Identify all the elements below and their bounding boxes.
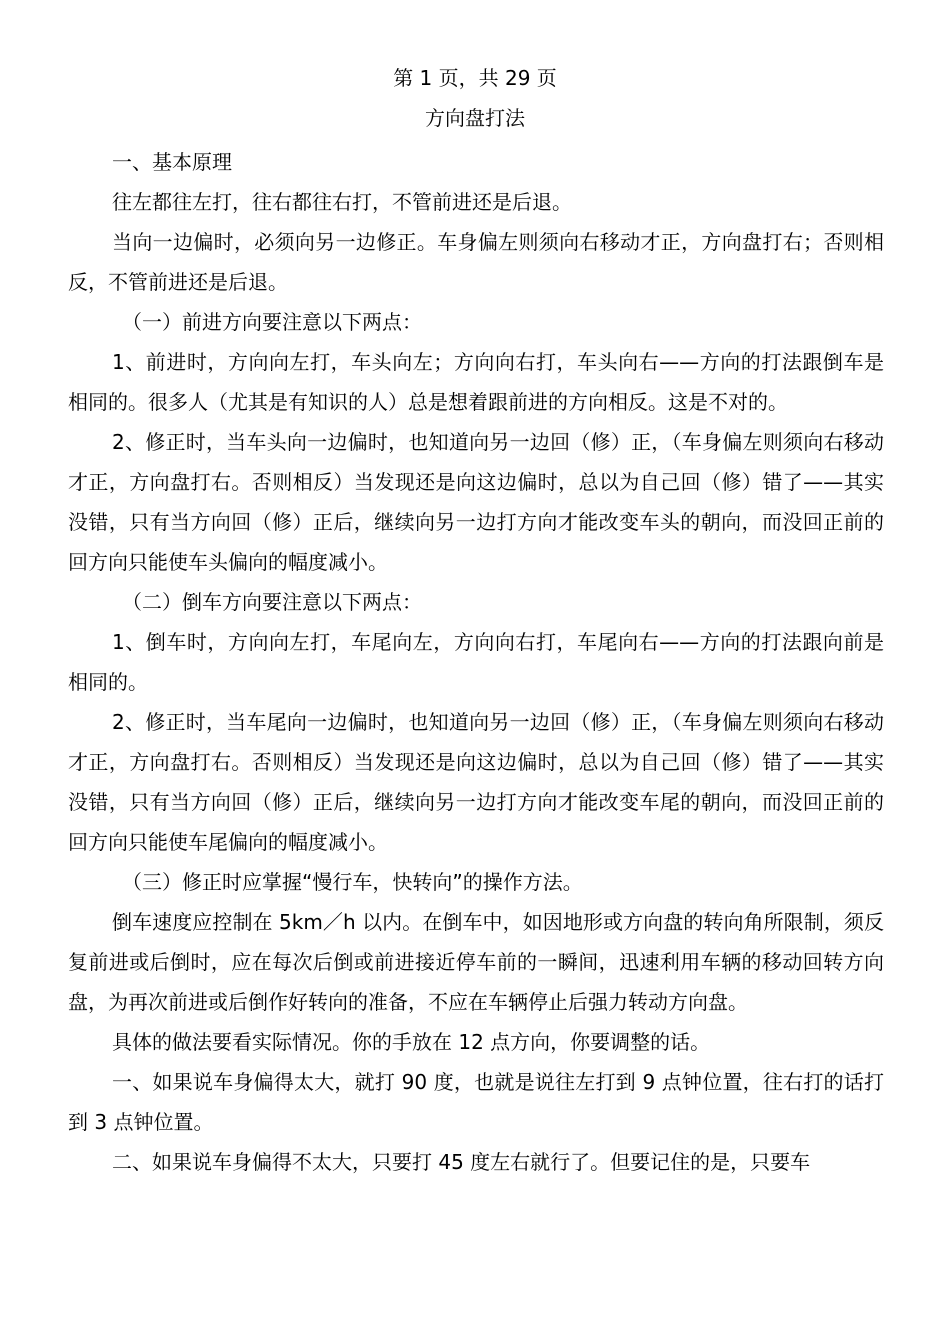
subsection-heading-correction: （三）修正时应掌握“慢行车，快转向”的操作方法。 bbox=[122, 870, 583, 894]
paragraph: 具体的做法要看实际情况。你的手放在 12 点方向，你要调整的话。 bbox=[112, 1030, 711, 1054]
section-heading-basic-principle: 一、基本原理 bbox=[112, 150, 232, 174]
subsection-heading-forward: （一）前进方向要注意以下两点： bbox=[122, 310, 422, 334]
paragraph: 二、如果说车身偏得不太大，只要打 45 度左右就行了。但要记住的是，只要车 bbox=[112, 1150, 811, 1174]
document-title: 方向盘打法 bbox=[425, 106, 525, 130]
paragraph: 往左都往左打，往右都往右打，不管前进还是后退。 bbox=[112, 190, 572, 214]
paragraph: 1、前进时，方向向左打，车头向左；方向向右打，车头向右——方向的打法跟倒车是相同的。很多人（尤其是有知识的人）总是想着跟前进的方向相反。这是不对的。 bbox=[68, 350, 884, 414]
paragraph: 倒车速度应控制在 5km／h 以内。在倒车中，如因地形或方向盘的转向角所限制，须反复前进或后倒时，应在每次后倒或前进接近停车前的一瞬间，迅速利用车辆的移动回转方向盘，为再次前进或后倒作好转向的准备，不应在车辆停止后强力转动方向盘。 bbox=[68, 910, 884, 1014]
page-number-header: 第 1 页，共 29 页 bbox=[393, 66, 557, 90]
paragraph: 2、修正时，当车尾向一边偏时，也知道向另一边回（修）正，（车身偏左则须向右移动才正，方向盘打右。否则相反）当发现还是向这边偏时，总以为自己回（修）错了——其实没错，只有当方向回（修）正后，继续向另一边打方向才能改变车尾的朝向，而没回正前的回方向只能使车尾偏向的幅度减小。 bbox=[68, 710, 884, 854]
paragraph: 当向一边偏时，必须向另一边修正。车身偏左则须向右移动才正，方向盘打右；否则相反，不管前进还是后退。 bbox=[68, 230, 884, 294]
document-body bbox=[68, 142, 884, 1182]
paragraph: 2、修正时，当车头向一边偏时，也知道向另一边回（修）正，（车身偏左则须向右移动才正，方向盘打右。否则相反）当发现还是向这边偏时，总以为自己回（修）错了——其实没错，只有当方向回（修）正后，继续向另一边打方向才能改变车头的朝向，而没回正前的回方向只能使车头偏向的幅度减小。 bbox=[68, 430, 884, 574]
paragraph: 1、倒车时，方向向左打，车尾向左，方向向右打，车尾向右——方向的打法跟向前是相同的。 bbox=[68, 630, 884, 694]
paragraph: 一、如果说车身偏得太大，就打 90 度，也就是说往左打到 9 点钟位置，往右打的话打到 3 点钟位置。 bbox=[68, 1070, 884, 1134]
subsection-heading-reverse: （二）倒车方向要注意以下两点： bbox=[122, 590, 422, 614]
